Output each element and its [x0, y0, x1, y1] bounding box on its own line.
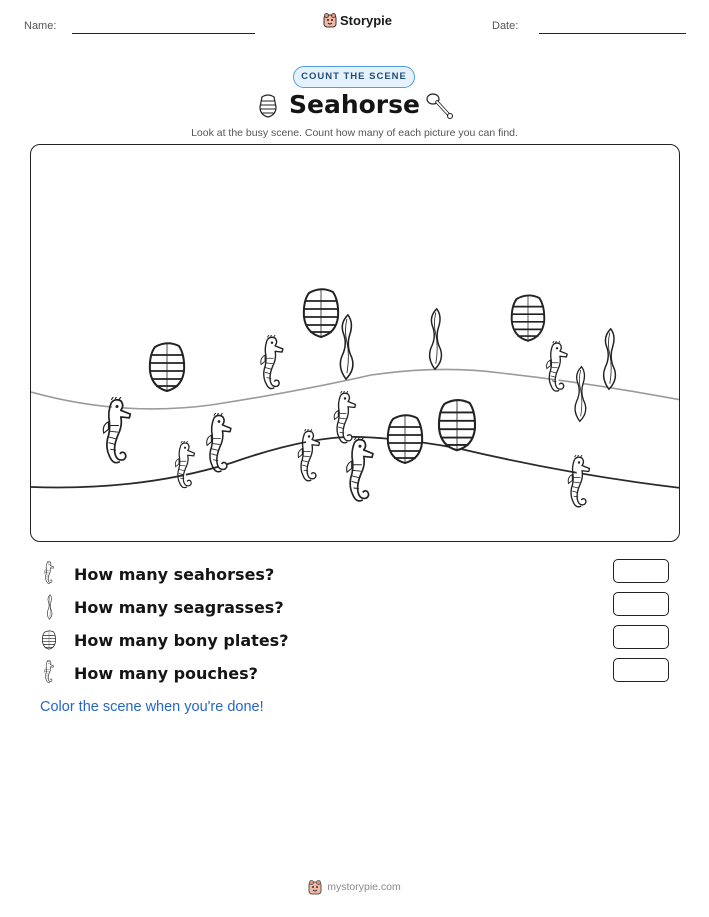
color-note: Color the scene when you're done! [40, 699, 264, 715]
seagrass-icon [40, 594, 58, 620]
question-text: How many seahorses? [74, 564, 275, 584]
answer-box-bony-plates[interactable] [613, 625, 669, 649]
question-text: How many seagrasses? [74, 597, 284, 617]
footer-url[interactable]: mystorypie.com [327, 881, 401, 893]
name-label: Name: [24, 20, 57, 32]
question-row-seahorses [40, 561, 274, 587]
footer [0, 879, 709, 895]
answer-box-pouches[interactable] [613, 658, 669, 682]
storypie-mascot-icon [323, 12, 337, 28]
date-label: Date: [492, 20, 519, 32]
name-line[interactable] [72, 33, 255, 34]
bony-plate-icon [40, 627, 58, 653]
question-text: How many bony plates? [74, 630, 289, 650]
date-line[interactable] [539, 33, 686, 34]
question-row-seagrasses [40, 594, 284, 620]
count-the-scene-badge: COUNT THE SCENE [293, 66, 415, 88]
pouch-icon [40, 660, 58, 686]
question-row-pouches [40, 660, 258, 686]
page-title: Seahorse [289, 90, 420, 119]
brand-name: Storypie [340, 12, 393, 28]
brand-logo [323, 12, 392, 28]
seahorse-icon [40, 561, 58, 587]
instructions: Look at the busy scene. Count how many of each picture you can find. [191, 127, 518, 139]
count-scene [30, 144, 680, 542]
question-row-bony-plates [40, 627, 288, 653]
storypie-mascot-icon [308, 879, 322, 895]
answer-box-seagrasses[interactable] [613, 592, 669, 616]
seahorse-pouch-icon [424, 91, 456, 121]
question-text: How many pouches? [74, 663, 258, 683]
answer-box-seahorses[interactable] [613, 559, 669, 583]
scene-illustration [31, 145, 680, 542]
